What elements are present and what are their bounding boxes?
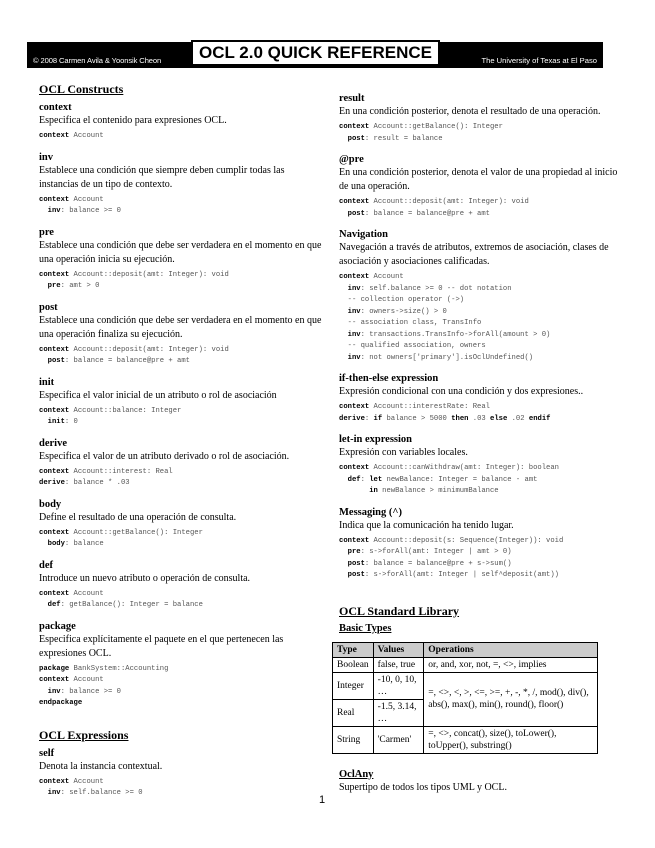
item-description: En una condición posterior, denota el valor de una propiedad al inicio de una operación. — [339, 167, 618, 192]
reference-item — [339, 372, 623, 425]
code-example — [39, 589, 323, 612]
code-example — [339, 463, 623, 498]
code-line: inv: not owners['primary'].isOclUndefined() — [347, 353, 534, 362]
item-title: if-then-else expression — [339, 373, 439, 384]
code-example — [339, 197, 623, 220]
item-title: @pre — [339, 154, 364, 165]
code-example — [39, 664, 323, 710]
code-example — [39, 406, 323, 429]
code-example — [339, 536, 623, 582]
table-cell: Integer — [333, 672, 374, 699]
reference-item — [39, 151, 323, 218]
code-line: inv: self.balance >= 0 — [47, 789, 143, 797]
code-line: context Account::deposit(s: Sequence(Integer)): void — [339, 536, 564, 545]
item-description: Navegación a través de atributos, extremos de asociación, clases de asociación y asociaciones calificadas. — [339, 242, 609, 267]
table-header: Values — [373, 642, 424, 657]
code-line: inv: balance >= 0 — [47, 207, 121, 215]
code-line: def: getBalance(): Integer = balance — [47, 601, 203, 609]
reference-item — [39, 226, 323, 293]
code-line: context Account::getBalance(): Integer — [39, 528, 203, 537]
code-line: post: result = balance — [347, 134, 443, 143]
oclany-heading: OclAny — [339, 768, 374, 780]
constructs-heading: OCL Constructs — [39, 82, 124, 96]
code-line: context Account::balance: Integer — [39, 406, 182, 415]
expressions-list-right — [339, 92, 623, 582]
code-line: post: balance = balance@pre + amt — [47, 357, 190, 365]
item-title: derive — [39, 437, 67, 449]
code-example — [39, 345, 323, 368]
code-example — [39, 131, 323, 143]
code-example — [339, 122, 623, 145]
table-cell: String — [333, 726, 374, 753]
code-line: endpackage — [39, 699, 83, 707]
table-cell: Real — [333, 699, 374, 726]
code-line: package BankSystem::Accounting — [39, 664, 169, 673]
item-description: Expresión con variables locales. — [339, 447, 468, 458]
code-line: inv: owners->size() > 0 — [347, 307, 447, 316]
item-title: post — [39, 301, 58, 313]
code-example — [339, 272, 623, 364]
reference-item — [339, 506, 623, 582]
code-line: -- qualified association, owners — [339, 342, 486, 350]
code-line: context Account — [39, 676, 104, 684]
table-cell: false, true — [373, 657, 424, 672]
table-header: Type — [333, 642, 374, 657]
code-line: body: balance — [47, 540, 104, 548]
code-line: context Account::deposit(amt: Integer): void — [39, 345, 229, 354]
document-title: OCL 2.0 QUICK REFERENCE — [191, 40, 440, 66]
item-title: inv — [39, 151, 54, 163]
item-title: context — [39, 102, 72, 113]
reference-item — [39, 559, 323, 612]
code-example — [39, 270, 323, 293]
item-description: Especifica explícitamente el paquete en el que pertenecen las expresiones OCL. — [39, 633, 284, 659]
code-line: inv: self.balance >= 0 -- dot notation — [347, 284, 512, 293]
code-line: post: balance = balance@pre + amt — [347, 209, 490, 218]
code-line: inv: balance >= 0 — [47, 687, 121, 696]
item-title: self — [39, 747, 55, 759]
stdlib-heading: OCL Standard Library — [339, 603, 460, 618]
copyright-text: © 2008 Carmen Avila & Yoonsik Cheon — [33, 56, 162, 65]
table-cell: =, <>, <, >, <=, >=, +, -, *, /, mod(), div(), abs(), max(), min(), round(), floor() — [424, 672, 598, 726]
code-line: -- association class, TransInfo — [339, 319, 482, 327]
item-title: let-in expression — [339, 434, 413, 445]
code-line: context Account — [39, 132, 104, 140]
item-title: pre — [39, 226, 54, 238]
code-line: context Account::deposit(amt: Integer): void — [39, 270, 229, 279]
table-cell: 'Carmen' — [373, 726, 424, 753]
table-cell: =, <>, concat(), size(), toLower(), toUpper(), substring() — [424, 726, 598, 753]
table-cell: or, and, xor, not, =, <>, implies — [424, 657, 598, 672]
code-line: context Account — [39, 777, 104, 786]
reference-item — [339, 92, 623, 145]
header-banner — [27, 42, 603, 68]
item-description: Establece una condición que debe ser verdadera en el momento en que una operación inicia su ejecución. — [39, 239, 322, 265]
table-header: Operations — [424, 642, 598, 657]
item-title: def — [39, 559, 53, 571]
code-line: post: s->forAll(amt: Integer | self^deposit(amt)) — [347, 571, 560, 579]
oclany-description: Supertipo de todos los tipos UML y OCL. — [339, 781, 507, 793]
table-cell: Boolean — [333, 657, 374, 672]
item-title: body — [39, 498, 62, 510]
expressions-list-left — [39, 747, 323, 800]
reference-item — [39, 620, 323, 710]
basic-types-table — [332, 642, 598, 754]
university-text: The University of Texas at El Paso — [481, 56, 597, 65]
reference-item — [39, 101, 323, 143]
item-title: Navigation — [339, 229, 389, 240]
code-example — [39, 528, 323, 551]
code-line: in newBalance > minimumBalance — [369, 487, 499, 495]
expressions-heading: OCL Expressions — [39, 727, 129, 742]
code-line: context Account::deposit(amt: Integer): void — [339, 198, 529, 206]
reference-item — [39, 437, 323, 490]
item-title: package — [39, 620, 76, 632]
table-row — [333, 672, 598, 699]
code-line: context Account — [39, 589, 104, 598]
item-title: Messaging (^) — [339, 506, 402, 518]
right-column — [339, 92, 623, 803]
code-line: context Account — [39, 195, 104, 204]
item-description: Indica que la comunicación ha tenido lugar. — [339, 519, 514, 531]
code-line: pre: amt > 0 — [47, 282, 100, 290]
item-description: Especifica el contenido para expresiones OCL. — [39, 115, 227, 126]
item-description: En una condición posterior, denota el resultado de una operación. — [339, 106, 601, 117]
code-example — [39, 467, 323, 490]
constructs-list — [39, 101, 323, 710]
code-line: init: 0 — [47, 418, 78, 426]
item-description: Expresión condicional con una condición y dos expresiones.. — [339, 386, 584, 397]
reference-item — [339, 433, 623, 498]
item-title: result — [339, 93, 365, 104]
code-line: context Account::interest: Real — [39, 467, 173, 476]
table-row — [333, 726, 598, 753]
table-cell: -1.5, 3.14, … — [373, 699, 424, 726]
item-description: Introduce un nuevo atributo o operación de consulta. — [39, 572, 251, 584]
item-description: Establece una condición que debe ser verdadera en el momento en que una operación finaliza su ejecución. — [39, 314, 322, 340]
code-line: context Account::getBalance(): Integer — [339, 123, 503, 131]
item-title: init — [39, 376, 55, 388]
left-column — [39, 80, 326, 808]
code-line: context Account — [339, 273, 404, 281]
code-line: derive: balance * .03 — [39, 479, 130, 487]
basic-types-heading: Basic Types — [339, 622, 392, 634]
code-line: inv: transactions.TransInfo->forAll(amount > 0) — [347, 330, 551, 339]
code-line: context Account::interestRate: Real — [339, 403, 490, 411]
item-description: Especifica el valor de un atributo derivado o rol de asociación. — [39, 450, 290, 462]
code-line: post: balance = balance@pre + s->sum() — [347, 559, 512, 568]
reference-item — [339, 153, 623, 220]
code-line: pre: s->forAll(amt: Integer | amt > 0) — [347, 548, 512, 556]
table-cell: -10, 0, 10, … — [373, 672, 424, 699]
code-example — [39, 777, 323, 800]
table-row — [333, 657, 598, 672]
reference-item — [39, 301, 323, 368]
reference-item — [39, 376, 323, 429]
code-line: context Account::canWithdraw(amt: Integer): boolean — [339, 464, 559, 472]
item-description: Establece una condición que siempre deben cumplir todas las instancias de un tipo de contexto. — [39, 164, 285, 190]
code-line: def: let newBalance: Integer = balance - amt — [347, 475, 538, 484]
code-example — [39, 195, 323, 218]
reference-item — [339, 228, 623, 364]
reference-item — [39, 498, 323, 551]
code-example — [339, 402, 623, 425]
item-description: Define el resultado de una operación de consulta. — [39, 511, 237, 523]
code-line: -- collection operator (->) — [339, 296, 465, 304]
item-description: Denota la instancia contextual. — [39, 760, 163, 772]
code-line: derive: if balance > 5000 then .03 else .02 endif — [339, 414, 551, 423]
item-description: Especifica el valor inicial de un atributo o rol de asociación — [39, 389, 277, 401]
reference-item — [39, 747, 323, 800]
page-number: 1 — [319, 794, 326, 806]
